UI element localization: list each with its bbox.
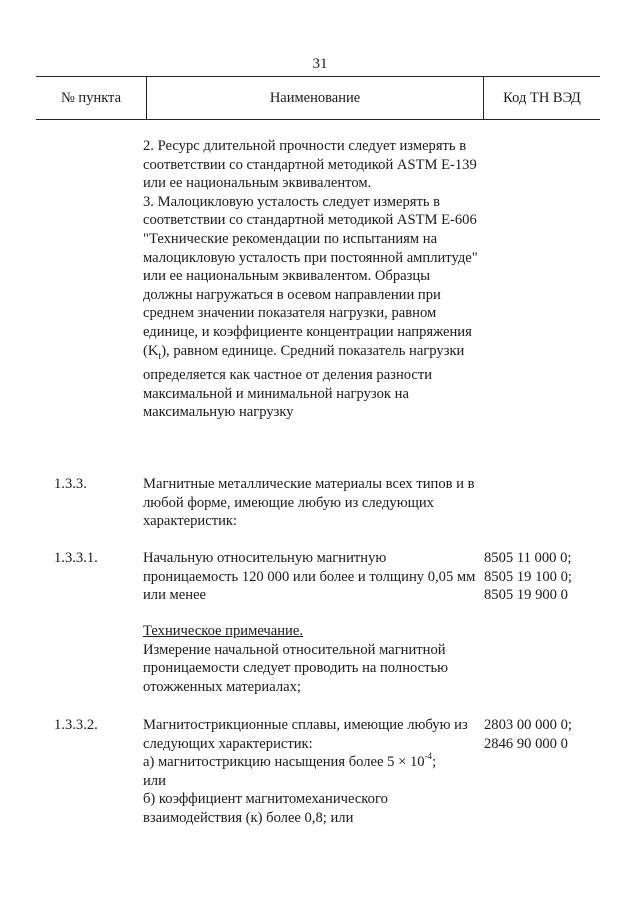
item-text-1-3-3-1: Начальную относительную магнитную проницаемость 120 000 или более и толщину 0,05 мм или менее <box>143 550 476 604</box>
code-line: 8505 11 000 0; <box>484 550 572 566</box>
item-number-1-3-3-2: 1.3.3.2. <box>54 717 98 733</box>
code-line: 8505 19 100 0; <box>484 568 572 585</box>
technical-note-title: Техническое примечание. <box>143 623 303 639</box>
item-text-1-3-3: Магнитные металлические материалы всех типов и в любой форме, имеющие любую из следующих характеристик: <box>143 476 475 530</box>
header-code: Код ТН ВЭД <box>483 77 600 119</box>
item-codes-1-3-3-2 <box>484 716 596 753</box>
code-line: 8505 19 900 0 <box>484 587 568 604</box>
code-line: 2846 90 000 0 <box>484 735 568 752</box>
item-codes-1-3-3-1 <box>484 549 596 605</box>
intro-paragraph-2: 2. Ресурс длительной прочности следует измерять в соответствии со стандартной методикой ASTM Е-139 или ее национальным эквивалентом. <box>143 138 477 192</box>
technical-note-text: Измерение начальной относительной магнитной проницаемости следует проводить на полностью отожженных материалах; <box>143 641 449 695</box>
item-or: или <box>143 772 166 789</box>
intro-paragraph-3: 3. Малоцикловую усталость следует измерять в соответствии со стандартной методикой ASTM Е-606 "Технические рекомендации по испытаниям на малоцикловую усталость при постоянной амплитуде" или ее национальным эквивалентом. Образцы должны нагружаться в осевом направлении при среднем значении показателя нагрузки, равном единице, и коэффициенте концентрации напряжения $(K_t)$, равном единице. Средний показатель нагрузки определяется как частное от деления разности максимальной и минимальной нагрузок на максимальную нагрузку <box>143 193 478 421</box>
item-number-1-3-3-1: 1.3.3.1. <box>54 550 98 566</box>
header-item-number: № пункта <box>36 77 147 119</box>
item-number-1-3-3: 1.3.3. <box>54 476 87 492</box>
page-number: 31 <box>312 56 328 72</box>
item-option-b: б) коэффициент магнитомеханического взаимодействия (к) более 0,8; или <box>143 791 388 826</box>
intro-text <box>143 137 478 422</box>
header-name: Наименование <box>269 89 361 106</box>
table-header <box>36 76 600 120</box>
item-intro: Магнитострикционные сплавы, имеющие любую из следующих характеристик: <box>143 717 468 752</box>
technical-note <box>143 622 478 696</box>
item-text-1-3-3-2 <box>143 716 478 828</box>
item-option-a: а) магнитострикцию насыщения более $5 \times 10^{-4}$; <box>143 751 437 771</box>
code-line: 2803 00 000 0; <box>484 717 572 733</box>
